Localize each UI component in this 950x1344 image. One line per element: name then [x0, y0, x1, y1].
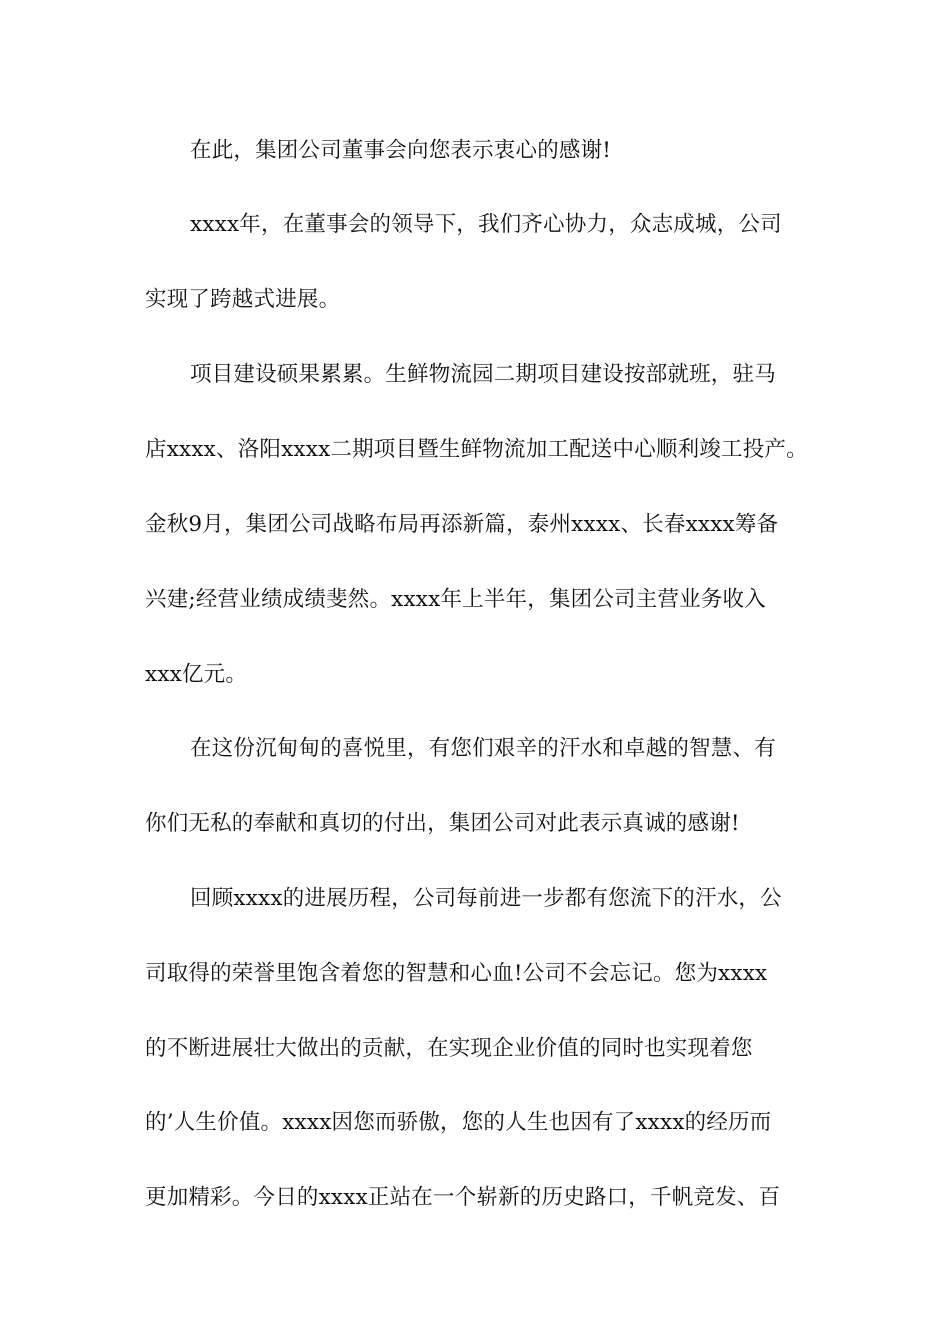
text-line: 更加精彩。今日的xxxx正站在一个崭新的历史路口，千帆竞发、百 — [145, 1185, 781, 1210]
text-line: 的’人生价值。xxxx因您而骄傲，您的人生也因有了xxxx的经历而 — [145, 1110, 772, 1135]
text-line: 店xxxx、洛阳xxxx二期项目暨生鲜物流加工配送中心顺利竣工投产。 — [145, 437, 808, 462]
text-line: 在这份沉甸甸的喜悦里，有您们艰辛的汗水和卓越的智慧、有 — [190, 736, 776, 761]
text-line: 在此，集团公司董事会向您表示衷心的感谢! — [190, 138, 612, 163]
text-line: 你们无私的奉献和真切的付出，集团公司对此表示真诚的感谢! — [145, 811, 740, 836]
text-line: 金秋9月，集团公司战略布局再添新篇，泰州xxxx、长春xxxx筹备 — [145, 512, 779, 537]
text-line: 司取得的荣誉里饱含着您的智慧和心血!公司不会忘记。您为xxxx — [145, 961, 768, 986]
text-line: 回顾xxxx的进展历程，公司每前进一步都有您流下的汗水，公 — [190, 886, 782, 911]
text-line: 实现了跨越式进展。 — [145, 287, 341, 312]
text-line: xxxx年，在董事会的领导下，我们齐心协力，众志成城，公司 — [190, 212, 782, 237]
text-line: xxx亿元。 — [145, 662, 248, 687]
text-line: 项目建设硕果累累。生鲜物流园二期项目建设按部就班，驻马 — [190, 362, 776, 387]
text-line: 兴建;经营业绩成绩斐然。xxxx年上半年，集团公司主营业务收入 — [145, 587, 766, 612]
text-line: 的不断进展壮大做出的贡献，在实现企业价值的同时也实现着您 — [145, 1036, 753, 1061]
